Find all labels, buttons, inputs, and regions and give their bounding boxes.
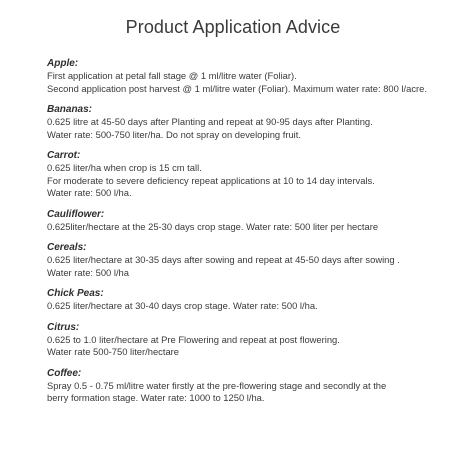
section-heading: Citrus: xyxy=(47,321,80,333)
section-line: berry formation stage. Water rate: 1000 to 1250 l/ha. xyxy=(47,392,265,403)
section-citrus xyxy=(47,322,459,359)
section-line: Water rate: 500 l/ha xyxy=(47,266,129,278)
section-line: Water rate: 500 l/ha. xyxy=(47,187,132,198)
section-carrot xyxy=(47,150,459,200)
section-line: 0.625liter/hectare at the 25-30 days crop stage. Water rate: 500 liter per hectare xyxy=(47,220,379,232)
section-heading: Cereals: xyxy=(47,242,87,253)
section-heading: Apple: xyxy=(47,58,79,69)
section-line: 0.625 liter/hectare at 30-35 days after sowing and repeat at 45-50 days after sowing . xyxy=(47,254,400,265)
section-line: For moderate to severe deficiency repeat applications at 10 to 14 day intervals. xyxy=(47,174,375,186)
section-line: Spray 0.5 - 0.75 ml/litre water firstly at the pre-flowering stage and secondly at the xyxy=(47,379,387,391)
section-bananas xyxy=(47,104,459,141)
section-line: Water rate: 500-750 liter/ha. Do not spray on developing fruit. xyxy=(47,128,301,140)
section-line: 0.625 liter/ha when crop is 15 cm tall. xyxy=(47,162,202,173)
section-heading: Chick Peas: xyxy=(47,288,104,299)
section-line: 0.625 to 1.0 liter/hectare at Pre Flowering and repeat at post flowering. xyxy=(47,333,340,345)
section-cauliflower xyxy=(47,209,459,234)
section-heading: Cauliflower: xyxy=(47,208,105,220)
section-line: 0.625 liter/hectare at 30-40 days crop stage. Water rate: 500 l/ha. xyxy=(47,300,318,311)
section-line: First application at petal fall stage @ 1 ml/litre water (Foliar). xyxy=(47,70,297,81)
section-line: Water rate 500-750 liter/hectare xyxy=(47,346,180,357)
section-chick-peas xyxy=(47,288,459,313)
page-title: Product Application Advice xyxy=(125,17,341,37)
section-heading: Coffee: xyxy=(47,367,82,379)
section-heading: Carrot: xyxy=(47,150,81,161)
section-line: 0.625 litre at 45-50 days after Planting and repeat at 90-95 days after Planting. xyxy=(47,116,373,127)
section-line: Second application post harvest @ 1 ml/litre water (Foliar). Maximum water rate: 800 l/acre. xyxy=(47,82,427,94)
section-apple xyxy=(47,58,459,95)
section-cereals xyxy=(47,242,459,279)
section-heading: Bananas: xyxy=(47,104,93,115)
advice-list xyxy=(47,58,459,414)
section-coffee xyxy=(47,368,459,405)
